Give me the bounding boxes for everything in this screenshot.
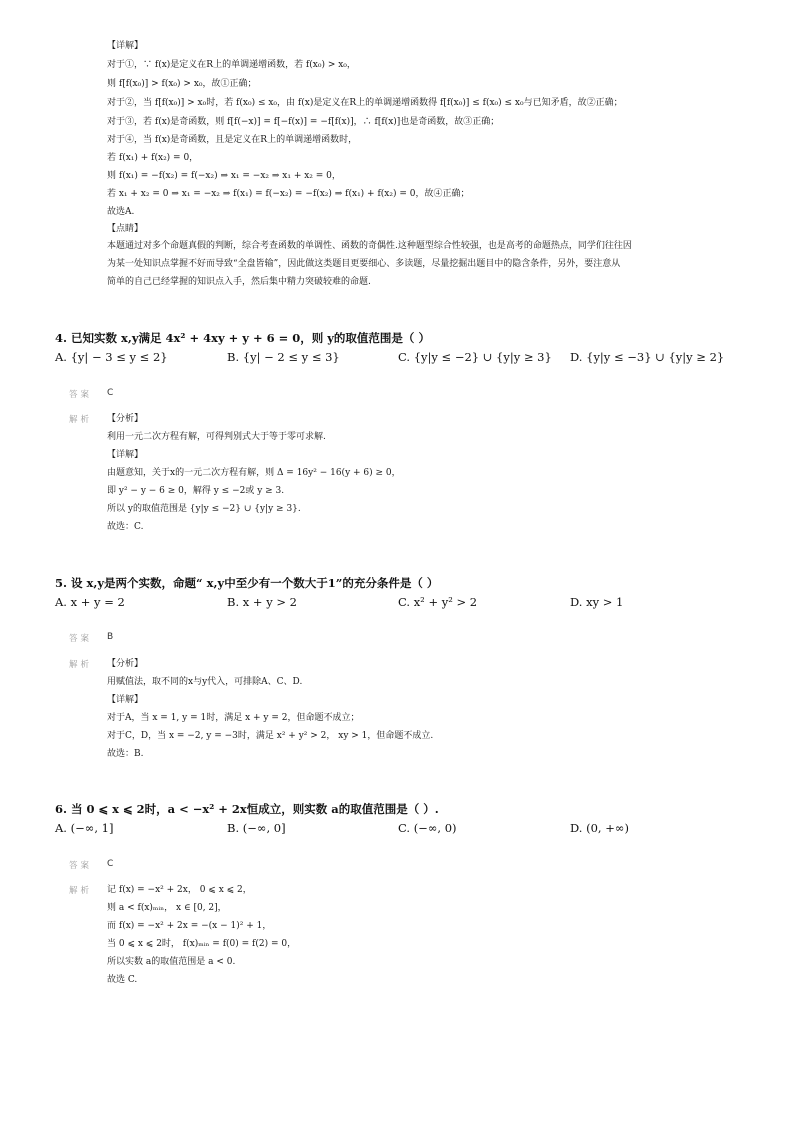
analysis-label: 解析 [69, 886, 93, 896]
q3-detail-line: 对于②，当 f[f(x₀)] > x₀时，若 f(x₀) ≤ x₀，由 f(x)是定义在R上的单调递增函数得 f[f(x₀)] ≤ f(x₀) ≤ x₀与已知矛盾，故②正确； [107, 98, 623, 108]
option-b: B. (−∞, 0] [227, 821, 286, 835]
analysis-line: 【详解】 [107, 450, 144, 460]
option-d: D. (0, +∞) [570, 821, 629, 835]
analysis-line: 【详解】 [107, 695, 144, 705]
answer-value: C [107, 859, 114, 869]
analysis-line: 对于C，D，当 x = −2, y = −3时，满足 x² + y² > 2， xy > 1，但命题不成立. [107, 731, 434, 741]
q3-detail-line: 则 f[f(x₀)] > f(x₀) > x₀，故①正确； [107, 79, 257, 89]
analysis-label: 解析 [69, 415, 93, 425]
answer-label: 答案 [69, 634, 93, 644]
option-b: B. x + y > 2 [227, 595, 297, 609]
q3-detail-line: 对于①，∵ f(x)是定义在R上的单调递增函数，若 f(x₀) > x₀， [107, 60, 356, 70]
analysis-line: 则 a < f(x)ₘᵢₙ， x ∈ [0, 2]， [107, 903, 227, 913]
analysis-line: 由题意知，关于x的一元二次方程有解，则 Δ = 16y² − 16(y + 6) ≥ 0， [107, 468, 401, 478]
analysis-line: 而 f(x) = −x² + 2x = −(x − 1)² + 1， [107, 921, 272, 931]
analysis-line: 所以实数 a的取值范围是 a < 0. [107, 957, 236, 967]
q3-detail-line: 为某一处知识点掌握不好而导致“全盘皆输”，因此做这类题目更要细心、多读题，尽量挖掘出题目中的隐含条件，另外，要注意从 [107, 259, 621, 269]
analysis-line: 当 0 ⩽ x ⩽ 2时， f(x)ₘᵢₙ = f(0) = f(2) = 0， [107, 939, 297, 949]
answer-label: 答案 [69, 390, 93, 400]
question-stem: 6. 当 0 ⩽ x ⩽ 2时，a < −x² + 2x恒成立，则实数 a的取值范围是（ ）. [55, 802, 439, 816]
option-d: D. {y|y ≤ −3} ∪ {y|y ≥ 2} [570, 350, 725, 364]
option-c: C. x² + y² > 2 [398, 595, 478, 609]
answer-label: 答案 [69, 861, 93, 871]
q3-detail-line: 对于④，当 f(x)是奇函数，且是定义在R上的单调递增函数时， [107, 135, 358, 145]
analysis-line: 利用一元二次方程有解，可得判别式大于等于零可求解. [107, 432, 326, 442]
answer-value: C [107, 388, 114, 398]
option-b: B. {y| − 2 ≤ y ≤ 3} [227, 350, 340, 364]
analysis-line: 即 y² − y − 6 ≥ 0，解得 y ≤ −2或 y ≥ 3. [107, 486, 285, 496]
option-c: C. {y|y ≤ −2} ∪ {y|y ≥ 3} [398, 350, 552, 364]
q3-detail-line: 本题通过对多个命题真假的判断，综合考查函数的单调性、函数的奇偶性.这种题型综合性较强，也是高考的命题热点，同学们往往因 [107, 241, 632, 251]
analysis-line: 故选：B. [107, 749, 144, 759]
analysis-line: 故选：C. [107, 522, 144, 532]
analysis-line: 记 f(x) = −x² + 2x， 0 ⩽ x ⩽ 2， [107, 885, 252, 895]
q3-detail-line: 则 f(x₁) = −f(x₂) = f(−x₂) ⇒ x₁ = −x₂ ⇒ x₁ + x₂ = 0， [107, 171, 341, 181]
analysis-line: 用赋值法，取不同的x与y代入，可排除A、C、D. [107, 677, 303, 687]
analysis-line: 【分析】 [107, 414, 144, 424]
q3-detail-line: 简单的自己已经掌握的知识点入手，然后集中精力突破较难的命题. [107, 277, 371, 287]
question-stem: 5. 设 x,y是两个实数，命题“ x,y中至少有一个数大于1”的充分条件是（ ） [55, 576, 439, 590]
analysis-line: 【分析】 [107, 659, 144, 669]
analysis-line: 故选 C. [107, 975, 138, 985]
q3-detail-line: 【点睛】 [107, 224, 144, 234]
option-a: A. (−∞, 1] [55, 821, 114, 835]
option-d: D. xy > 1 [570, 595, 624, 609]
question-stem: 4. 已知实数 x,y满足 4x² + 4xy + y + 6 = 0，则 y的取值范围是（ ） [55, 331, 430, 345]
option-a: A. {y| − 3 ≤ y ≤ 2} [55, 350, 168, 364]
analysis-line: 对于A，当 x = 1, y = 1时，满足 x + y = 2，但命题不成立； [107, 713, 360, 723]
analysis-line: 所以 y的取值范围是 {y|y ≤ −2} ∪ {y|y ≥ 3}. [107, 504, 301, 514]
q3-detail-line: 若 x₁ + x₂ = 0 ⇒ x₁ = −x₂ ⇒ f(x₁) = f(−x₂) = −f(x₂) ⇒ f(x₁) + f(x₂) = 0，故④正确； [107, 189, 470, 199]
option-a: A. x + y = 2 [55, 595, 125, 609]
answer-value: B [107, 632, 114, 642]
q3-detail-line: 对于③，若 f(x)是奇函数，则 f[f(−x)] = f[−f(x)] = −f[f(x)]，∴ f[f(x)]也是奇函数，故③正确； [107, 117, 500, 127]
q3-detail-line: 若 f(x₁) + f(x₂) = 0， [107, 153, 199, 163]
option-c: C. (−∞, 0) [398, 821, 457, 835]
analysis-label: 解析 [69, 660, 93, 670]
q3-detail-line: 故选A. [107, 207, 135, 217]
q3-detail-line: 【详解】 [107, 41, 144, 51]
